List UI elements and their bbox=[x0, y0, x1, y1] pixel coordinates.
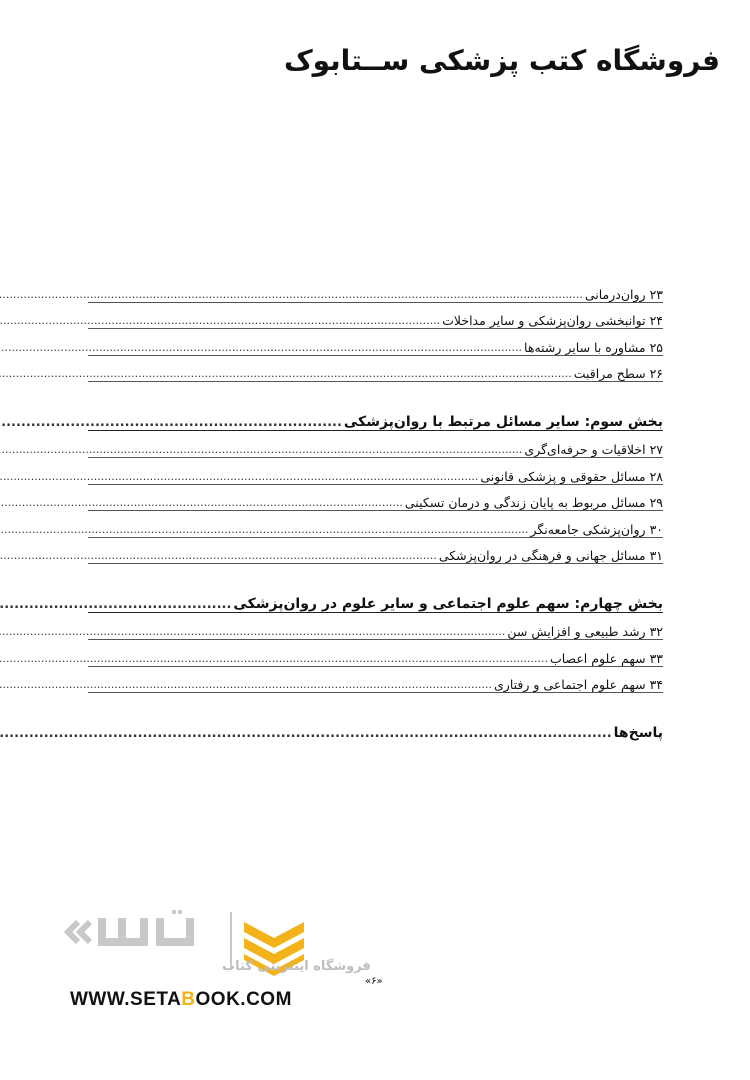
logo-subtitle: فروشگاه اینترنتی کتاب bbox=[222, 959, 371, 974]
toc-leader-dots bbox=[0, 625, 505, 639]
toc-entry-label: ۲۸ مسائل حقوقی و پزشکی قانونی bbox=[480, 468, 663, 484]
toc-leader-dots bbox=[0, 549, 437, 563]
toc-leader-dots bbox=[0, 443, 522, 457]
toc-section-heading bbox=[88, 396, 663, 431]
toc-section-label: پاسخ‌ها bbox=[613, 725, 663, 742]
toc-entry-label: ۲۵ مشاوره با سایر رشته‌ها bbox=[524, 339, 663, 355]
toc-entry bbox=[88, 276, 663, 303]
toc-leader-dots bbox=[0, 416, 342, 430]
toc-entry-label: ۲۴ توانبخشی روان‌پزشکی و سایر مداخلات bbox=[442, 313, 663, 329]
toc-entry bbox=[88, 329, 663, 356]
toc-entry bbox=[88, 511, 663, 538]
toc-leader-dots bbox=[0, 470, 478, 484]
toc-entry bbox=[88, 538, 663, 565]
url-accent-letter: B bbox=[181, 989, 196, 1010]
toc-entry-label: ۲۷ اخلاقیات و حرفه‌ای‌گری bbox=[524, 441, 663, 457]
toc-entry-label: ۳۰ روان‌پزشکی جامعه‌نگر bbox=[530, 521, 663, 537]
table-of-contents bbox=[88, 276, 663, 741]
toc-section-label: بخش چهارم: سهم علوم اجتماعی و سایر علوم در روان‌پزشکی bbox=[233, 596, 663, 613]
url-part-2: OOK.COM bbox=[195, 989, 292, 1010]
toc-entry-label: ۳۱ مسائل جهانی و فرهنگی در روان‌پزشکی bbox=[438, 548, 663, 564]
toc-entry-label: ۲۳ روان‌درمانی bbox=[584, 286, 663, 302]
url-part-1: WWW.SETA bbox=[70, 989, 182, 1010]
toc-entry-label: ۲۹ مسائل مربوط به پایان زندگی و درمان تسکینی bbox=[404, 495, 663, 511]
toc-entry-label: ۳۲ رشد طبیعی و افزایش سن bbox=[507, 623, 663, 639]
toc-leader-dots bbox=[0, 367, 572, 381]
toc-entry bbox=[88, 485, 663, 512]
toc-entry bbox=[88, 640, 663, 667]
page-header-title: فروشگاه کتب پزشکی ســتابوک bbox=[283, 44, 720, 77]
toc-leader-dots bbox=[0, 288, 583, 302]
toc-entry bbox=[88, 356, 663, 383]
seta-wordmark-icon bbox=[98, 910, 194, 946]
toc-leader-dots bbox=[0, 678, 492, 692]
toc-entry bbox=[88, 458, 663, 485]
chevrons-icon bbox=[68, 922, 90, 942]
toc-leader-dots bbox=[0, 523, 528, 537]
toc-section-heading bbox=[88, 707, 663, 741]
toc-leader-dots bbox=[0, 652, 548, 666]
website-url bbox=[70, 989, 292, 1011]
toc-entry bbox=[88, 613, 663, 640]
page-number: «۶» bbox=[365, 976, 383, 987]
toc-section-label: بخش سوم: سایر مسائل مرتبط با روان‌پزشکی bbox=[343, 414, 663, 431]
toc-leader-dots bbox=[0, 314, 440, 328]
toc-entry-label: ۳۳ سهم علوم اعصاب bbox=[549, 650, 663, 666]
toc-leader-dots bbox=[0, 598, 231, 612]
toc-entry-label: ۲۶ سطح مراقبت bbox=[573, 366, 663, 382]
toc-entry-label: ۳۴ سهم علوم اجتماعی و رفتاری bbox=[494, 677, 663, 693]
toc-leader-dots bbox=[0, 727, 612, 741]
toc-entry bbox=[88, 431, 663, 458]
toc-leader-dots bbox=[0, 341, 522, 355]
toc-section-heading bbox=[88, 578, 663, 613]
toc-entry bbox=[88, 667, 663, 694]
toc-entry bbox=[88, 303, 663, 330]
toc-leader-dots bbox=[0, 496, 403, 510]
